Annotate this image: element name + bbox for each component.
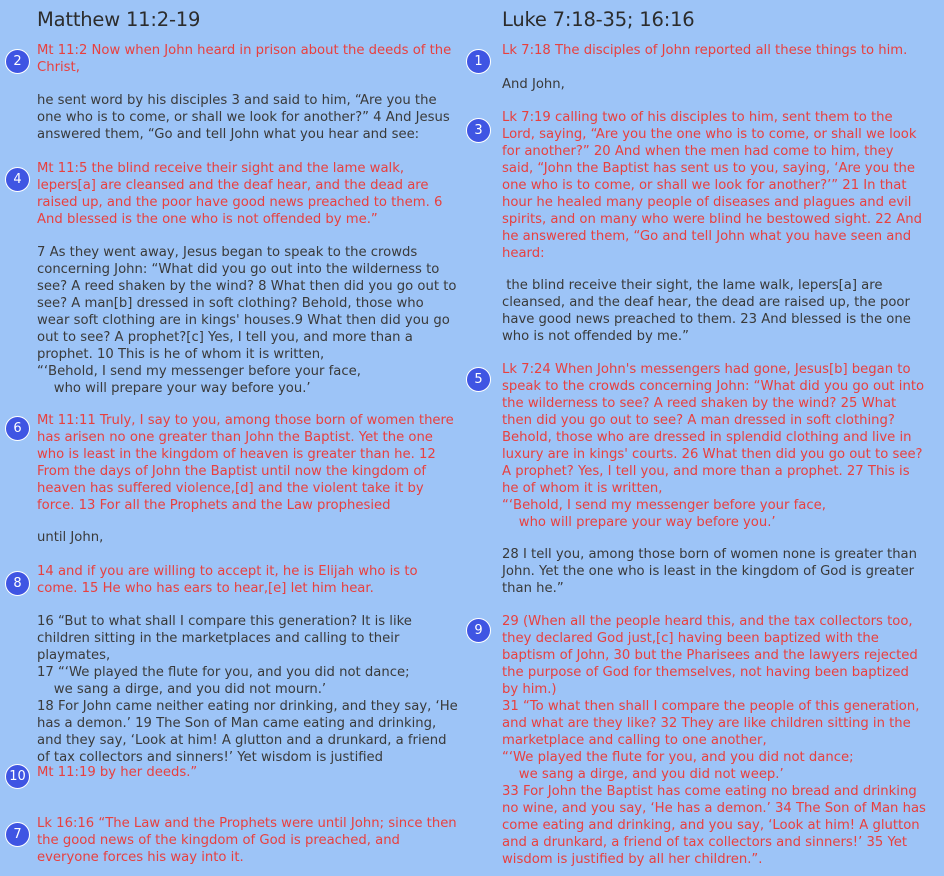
- lk-16-16-passage: Lk 16:16 “The Law and the Prophets were until John; since then the good news of the kingdom of God is preached, and everyone forces his way into it.: [37, 816, 457, 865]
- mt-11-19-end-passage: Mt 11:19 by her deeds.”: [37, 765, 198, 780]
- mt-11-14-15-passage: 14 and if you are willing to accept it, he is Elijah who is to come. 15 He who has ears to hear,[e] let him hear.: [37, 564, 418, 596]
- lk-7-24-27-passage: Lk 7:24 When John's messengers had gone, Jesus[b] began to speak to the crowds concerning John: “What did you go out into the wilderness to see? A reed shaken by the wind? 25 What then did you go out to see? A man dressed in soft clothing? Behold, those who are dressed in splendid clothing and live in luxury are in kings' courts. 26 What then did you go out to see? A prophet? Yes, I tell you, and more than a prophet. 27 This is he of whom it is written, “‘Behold, I send my messenger before your face, who will prepare your way before you.’: [502, 362, 925, 530]
- badge-9[interactable]: 9: [466, 618, 491, 643]
- mt-11-16-19-passage: 16 “But to what shall I compare this generation? It is like children sitting in the marketplaces and calling to their playmates, 17 “‘We played the flute for you, and you did not dance; we sang a dirge, and you did not mourn.’ 18 For John came neither eating nor drinking, and they say, ‘He has a demon.’ 19 The Son of Man came eating and drinking, and they say, ‘Look at him! A glutton and a drunkard, a friend of tax collectors and sinners!’ Yet wisdom is justified: [37, 614, 458, 765]
- badge-8[interactable]: 8: [5, 571, 30, 596]
- badge-2[interactable]: 2: [5, 49, 30, 74]
- badge-10[interactable]: 10: [5, 764, 30, 789]
- badge-5[interactable]: 5: [466, 367, 491, 392]
- lk-7-22-23-passage: the blind receive their sight, the lame walk, lepers[a] are cleansed, and the deaf hear, the dead are raised up, the poor have good news preached to them. 23 And blessed is the one who is not offended by me.”: [502, 278, 916, 344]
- mt-11-11-13-passage: Mt 11:11 Truly, I say to you, among those born of women there has arisen no one greater than John the Baptist. Yet the one who is least in the kingdom of heaven is greater than he. 12 From the days of John the Baptist until now the kingdom of heaven has suffered violence,[d] and the violent take it by force. 13 For all the Prophets and the Law prophesied: [37, 413, 454, 513]
- mt-11-7-10-passage: 7 As they went away, Jesus began to speak to the crowds concerning John: “What did you go out into the wilderness to see? A reed shaken by the wind? 8 What then did you go out to see? A man[b] dressed in soft clothing? Behold, those who wear soft clothing are in kings' houses.9 What then did you go out to see? A prophet?[c] Yes, I tell you, and more than a prophet. 10 This is he of whom it is written, “‘Behold, I send my messenger before your face, who will prepare your way before you.’: [37, 245, 457, 396]
- badge-1[interactable]: 1: [466, 49, 491, 74]
- luke-heading: Luke 7:18-35; 16:16: [502, 8, 695, 31]
- badge-6[interactable]: 6: [5, 416, 30, 441]
- lk-7-19-intro: And John,: [502, 77, 565, 92]
- lk-7-19-22-passage: Lk 7:19 calling two of his disciples to him, sent them to the Lord, saying, “Are you the one who is to come, or shall we look for another?” 20 And when the men had come to him, they said, “John the Baptist has sent us to you, saying, ‘Are you the one who is to come, or shall we look for another?’” 21 In that hour he healed many people of diseases and plagues and evil spirits, and on many who were blind he bestowed sight. 22 And he answered them, “Go and tell John what you have seen and heard:: [502, 110, 922, 261]
- mt-11-13-continued: until John,: [37, 530, 104, 545]
- mt-11-5-6-passage: Mt 11:5 the blind receive their sight and the lame walk, lepers[a] are cleansed and the deaf hear, and the dead are raised up, and the poor have good news preached to them. 6 And blessed is the one who is not offended by me.”: [37, 161, 443, 227]
- lk-7-28-passage: 28 I tell you, among those born of women none is greater than John. Yet the one who is least in the kingdom of God is greater than he.”: [502, 547, 917, 596]
- mt-11-3-4-passage: he sent word by his disciples 3 and said to him, “Are you the one who is to come, or shall we look for another?” 4 And Jesus answered them, “Go and tell John what you hear and see:: [37, 93, 450, 142]
- badge-4[interactable]: 4: [5, 167, 30, 192]
- badge-3[interactable]: 3: [466, 118, 491, 143]
- mt-11-2-passage: Mt 11:2 Now when John heard in prison about the deeds of the Christ,: [37, 43, 452, 75]
- lk-7-29-35-passage: 29 (When all the people heard this, and the tax collectors too, they declared God just,[c] having been baptized with the baptism of John, 30 but the Pharisees and the lawyers rejected the purpose of God for themselves, not having been baptized by him.) 31 “To what then shall I compare the people of this generation, and what are they like? 32 They are like children sitting in the marketplace and calling to one another, “‘We played the flute for you, and you did not dance; we sang a dirge, and you did not weep.’ 33 For John the Baptist has come eating no bread and drinking no wine, and you say, ‘He has a demon.’ 34 The Son of Man has come eating and drinking, and you say, ‘Look at him! A glutton and a drunkard, a friend of tax collectors and sinners!’ 35 Yet wisdom is justified by all her children.”.: [502, 614, 926, 867]
- lk-7-18-passage: Lk 7:18 The disciples of John reported all these things to him.: [502, 43, 908, 58]
- matthew-heading: Matthew 11:2-19: [37, 8, 201, 31]
- badge-7[interactable]: 7: [5, 822, 30, 847]
